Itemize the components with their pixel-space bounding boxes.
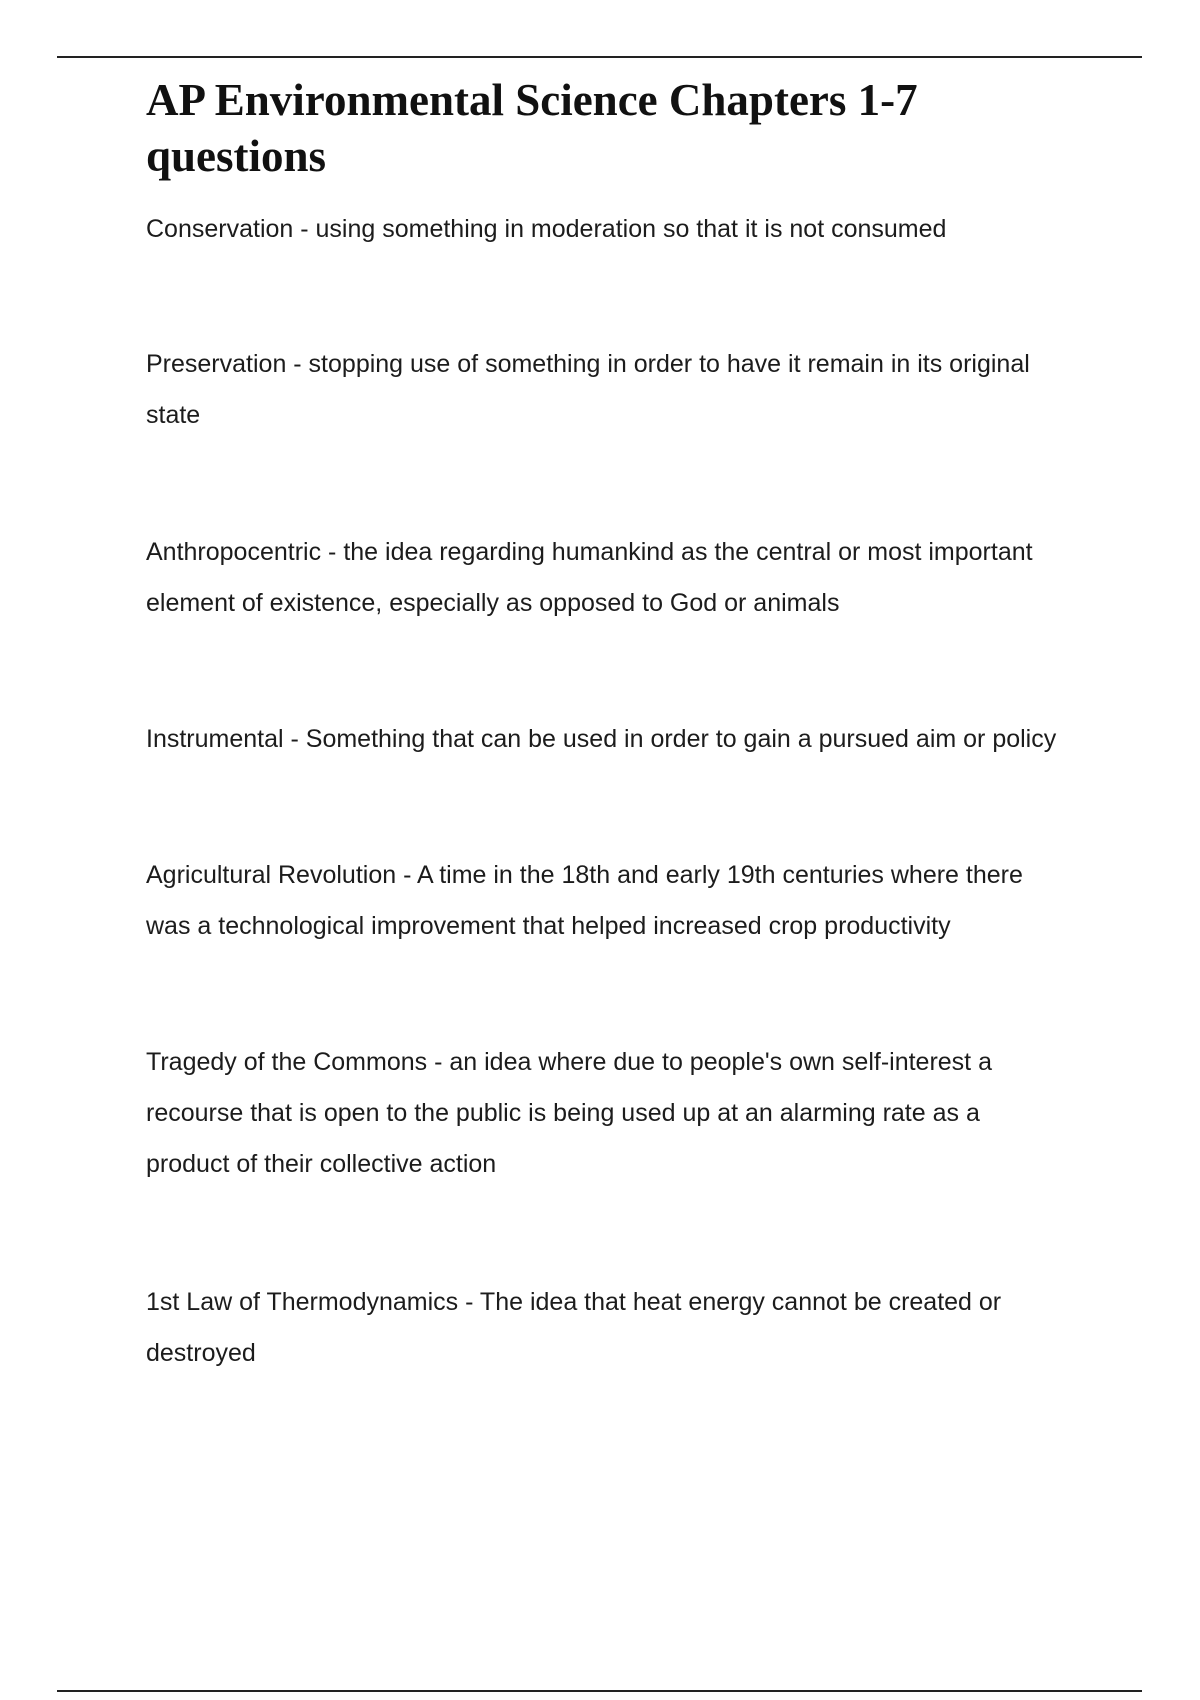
document-title-line-1: AP Environmental Science Chapters 1-7: [146, 75, 918, 125]
term-line: product of their collective action: [146, 1150, 497, 1178]
term-preservation: [146, 339, 1106, 441]
term-anthropocentric: [146, 527, 1106, 629]
term-line: Tragedy of the Commons - an idea where due to people's own self-interest a: [146, 1048, 992, 1076]
top-rule: [57, 56, 1142, 58]
term-line: was a technological improvement that helped increased crop productivity: [146, 912, 951, 940]
document-title: [146, 72, 1106, 184]
term-conservation: [146, 204, 1106, 255]
term-line: Preservation - stopping use of something in order to have it remain in its original: [146, 350, 1030, 378]
term-instrumental: [146, 714, 1106, 765]
term-line: Agricultural Revolution - A time in the 18th and early 19th centuries where there: [146, 861, 1023, 889]
term-line: Instrumental - Something that can be used in order to gain a pursued aim or policy: [146, 725, 1057, 753]
document-title-line-2: questions: [146, 131, 327, 181]
term-line: destroyed: [146, 1339, 256, 1367]
term-line: recourse that is open to the public is being used up at an alarming rate as a: [146, 1099, 980, 1127]
term-line: state: [146, 401, 201, 429]
term-first-law-of-thermodynamics: [146, 1277, 1106, 1379]
term-line: Conservation - using something in moderation so that it is not consumed: [146, 215, 947, 243]
term-agricultural-revolution: [146, 850, 1106, 952]
term-line: Anthropocentric - the idea regarding humankind as the central or most important: [146, 538, 1033, 566]
term-line: element of existence, especially as opposed to God or animals: [146, 589, 840, 617]
term-tragedy-of-the-commons: [146, 1037, 1106, 1190]
term-line: 1st Law of Thermodynamics - The idea that heat energy cannot be created or: [146, 1288, 1002, 1316]
bottom-rule: [57, 1690, 1142, 1692]
